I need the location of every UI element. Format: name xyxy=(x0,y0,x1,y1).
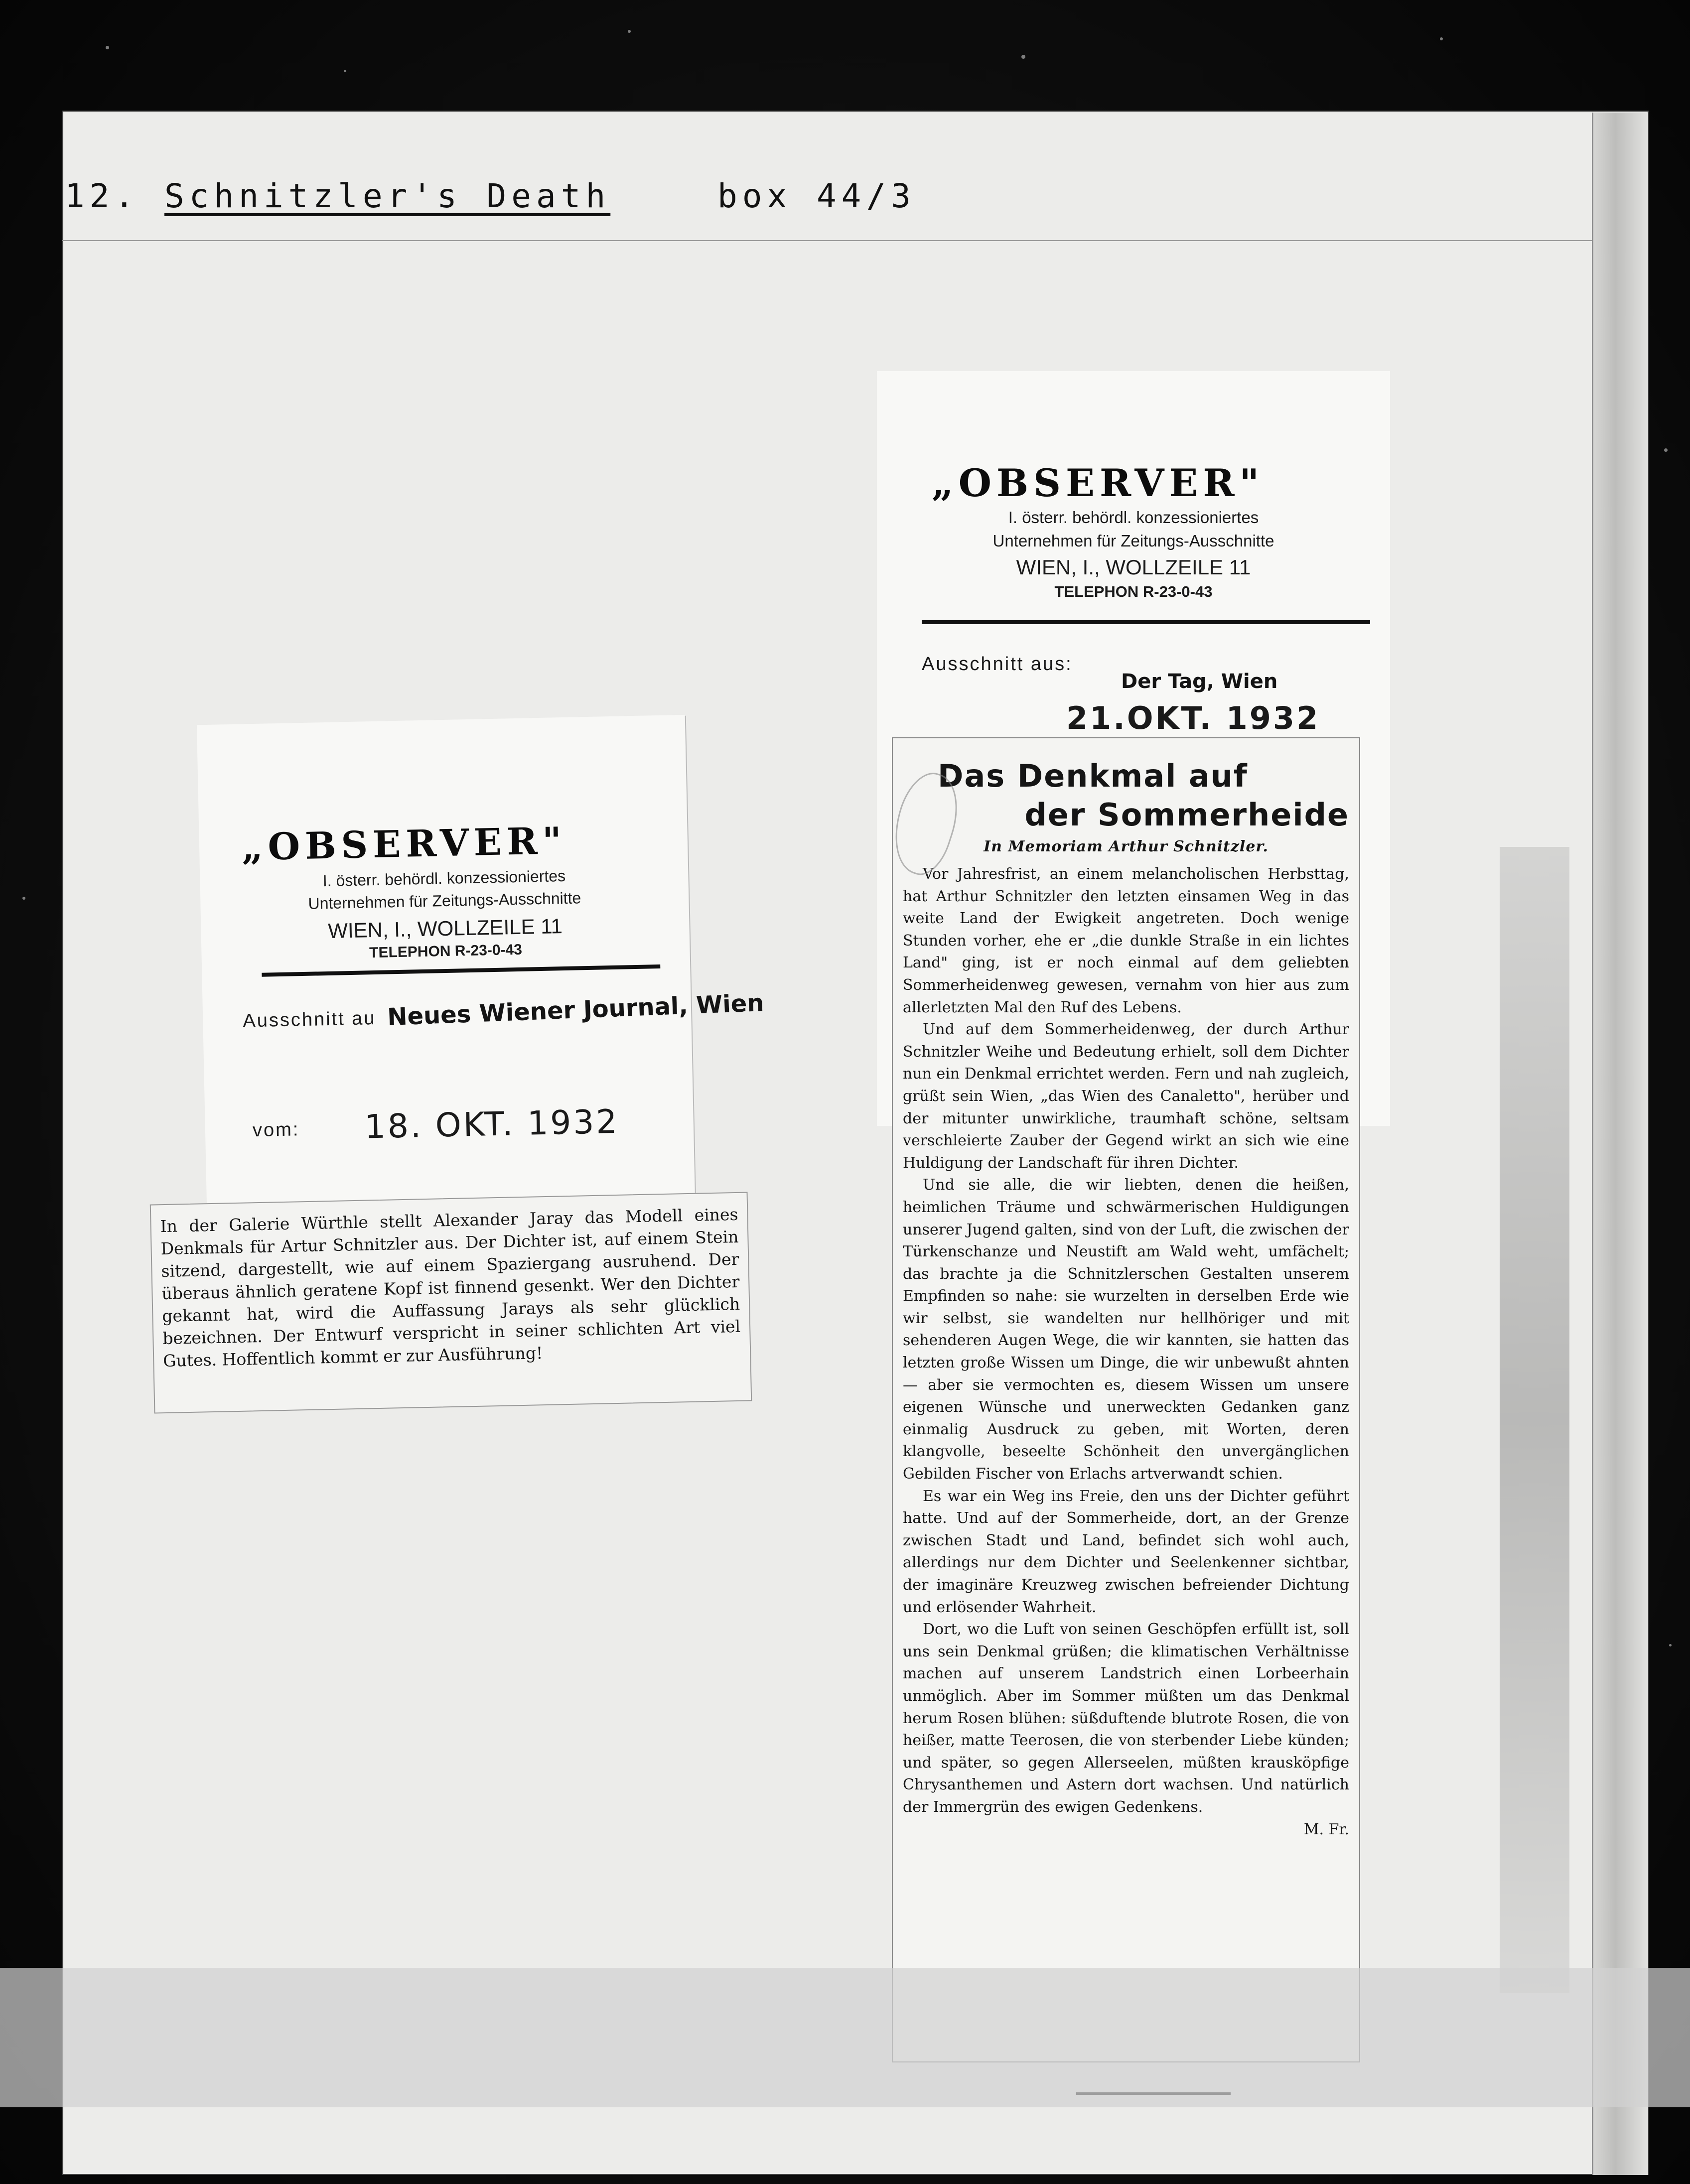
bleed-through-shadow xyxy=(1500,847,1569,1993)
article-paragraph: Vor Jahresfrist, an einem melancholischen Herbsttag, hat Arthur Schnitzler den letzten einsamen Weg in das weite Land der Ewigkeit angetreten. Doch wenige Stunden vorher, ehe er „die dunkle Straße in ein lichtes Land" ging, ist er noch einmal auf dem geliebten Sommerheidenweg gewesen, vernahm von hier aus zum allerletzten Mal den Ruf des Lebens. xyxy=(903,865,1349,1016)
film-speck xyxy=(344,70,346,72)
observer-line2: Unternehmen für Zeitungs-Ausschnitte xyxy=(308,889,581,913)
scan-exposure-band xyxy=(0,1968,1690,2107)
article-clipping-left xyxy=(150,1192,752,1413)
observer-rule xyxy=(262,964,660,977)
date-stamp: 21.OKT. 1932 xyxy=(1066,700,1320,736)
film-speck xyxy=(1664,448,1668,452)
observer-telephone: TELEPHON R-23-0-43 xyxy=(1054,583,1213,600)
article-headline-line1: Das Denkmal auf xyxy=(938,758,1248,794)
article-paragraph: Dort, wo die Luft von seinen Geschöpfen erfüllt ist, soll uns sein Denkmal grüßen; die klimatischen Verhältnisse machen auf unserem Landstrich einen Lorbeerhain unmöglich. Aber im Sommer müßten um das Denkmal herum Rosen blühen: süßduftende blutrote Rosen, die von heißer, matte Teerosen, die von sterbender Liebe künden; und später, so gegen Allerseelen, müßten krausköpfige Chrysanthemen und Astern dort wachsen. Und natürlich der Immergrün des ewigen Gedenkens. xyxy=(903,1621,1349,1816)
film-speck xyxy=(1021,55,1025,59)
date-stamp: 18. OKT. 1932 xyxy=(364,1102,620,1146)
folder-number: 12. xyxy=(65,177,140,215)
film-speck xyxy=(22,897,25,900)
article-subhead: In Memoriam Arthur Schnitzler. xyxy=(984,838,1268,855)
observer-line2: Unternehmen für Zeitungs-Ausschnitte xyxy=(992,532,1274,550)
observer-title: „OBSERVER" xyxy=(932,461,1265,505)
source-stamp: Der Tag, Wien xyxy=(1121,670,1278,693)
source-stamp: Neues Wiener Journal, Wien xyxy=(387,989,765,1032)
article-clipping-right xyxy=(892,737,1360,2062)
observer-line1: I. österr. behördl. konzessioniertes xyxy=(1008,508,1259,527)
film-speck xyxy=(1440,37,1443,40)
article-paragraph: Und sie alle, die wir liebten, denen die heißen, heimlichen Träume und schwärmerischen Huldigungen unserer Jugend galten, sind von der Luft, die zwischen der Türkenschanze und Neustift am Wald weht, umfächelt; das brachte ja die Schnitzlerschen Gestalten unserem Empfinden so nahe: sie wurzelten in derselben Erde wie wir selbst, sie wandelten nur hellhöriger und mit sehenderen Augen Wege, die wir kannten, sie hatten das letzten große Wissen um Dinge, die wir unbewußt ahnten — aber sie vermochten es, diesem Wissen um unsere eigenen Wünsche und unerweckten Gedanken ganz einmalig Ausdruck zu geben, mit Worten, deren klangvolle, beseelte Schönheit den unvergänglichen Gebilden Fischer von Erlachs artverwandt schien. xyxy=(903,1176,1349,1483)
film-speck xyxy=(106,46,109,49)
ausschnitt-label: Ausschnitt aus: xyxy=(922,654,1073,675)
observer-title: „OBSERVER" xyxy=(241,819,567,869)
observer-rule xyxy=(922,620,1370,624)
folder-title: Schnitzler's Death xyxy=(164,177,611,215)
vom-label: vom: xyxy=(252,1119,300,1141)
observer-address: WIEN, I., WOLLZEILE 11 xyxy=(1016,555,1251,579)
observer-telephone: TELEPHON R-23-0-43 xyxy=(369,941,523,961)
page-edge xyxy=(1592,113,1648,2175)
film-speck xyxy=(628,30,631,33)
article-paragraph: Und auf dem Sommerheidenweg, der durch Arthur Schnitzler Weihe und Bedeutung erhielt, soll dem Dichter nun ein Denkmal errichtet werden. Fern und nah zugleich, grüßt sein Wien, „das Wien des Canaletto", herüber und der mitunter unwirkliche, traumhaft schöne, seltsam verschleierte Zauber der Gegend wirkt an sich wie eine Huldigung der Landschaft für ihren Dichter. xyxy=(903,1021,1349,1172)
observer-address: WIEN, I., WOLLZEILE 11 xyxy=(327,914,563,943)
article-headline-line2: der Sommerheide xyxy=(1024,797,1349,833)
article-signature: M. Fr. xyxy=(1303,1820,1349,1838)
film-speck xyxy=(1669,1644,1672,1646)
ausschnitt-label: Ausschnitt au xyxy=(242,1007,376,1032)
box-reference: box 44/3 xyxy=(717,177,916,215)
observer-line1: I. österr. behördl. konzessioniertes xyxy=(322,866,566,890)
article-paragraph: Es war ein Weg ins Freie, den uns der Dichter geführt hatte. Und auf der Sommerheide, dort, an der Grenze zwischen Stadt und Land, befindet sich wohl auch, allerdings nur dem Dichter und Seelenkenner sichtbar, der imaginäre Kreuzweg zwischen befreiender Dichtung und erlösender Wahrheit. xyxy=(903,1487,1349,1616)
article-text: In der Galerie Würthle stellt Alexander Jaray das Modell eines Denkmals für Artur Schnitzler aus. Der Dichter ist, auf einem Stein sitzend, dargestellt, wie auf einem Spaziergang ausruhend. Der überaus ähnlich geratene Kopf ist finnend gesenkt. Wer den Dichter gekannt hat, wird die Auffassung Jarays als sehr glücklich bezeichnen. Der Entwurf verspricht in seiner schlichten Art viel Gutes. Hoffentlich kommt er zur Ausführung! xyxy=(160,1204,741,1371)
observer-slip-left xyxy=(197,715,765,1211)
